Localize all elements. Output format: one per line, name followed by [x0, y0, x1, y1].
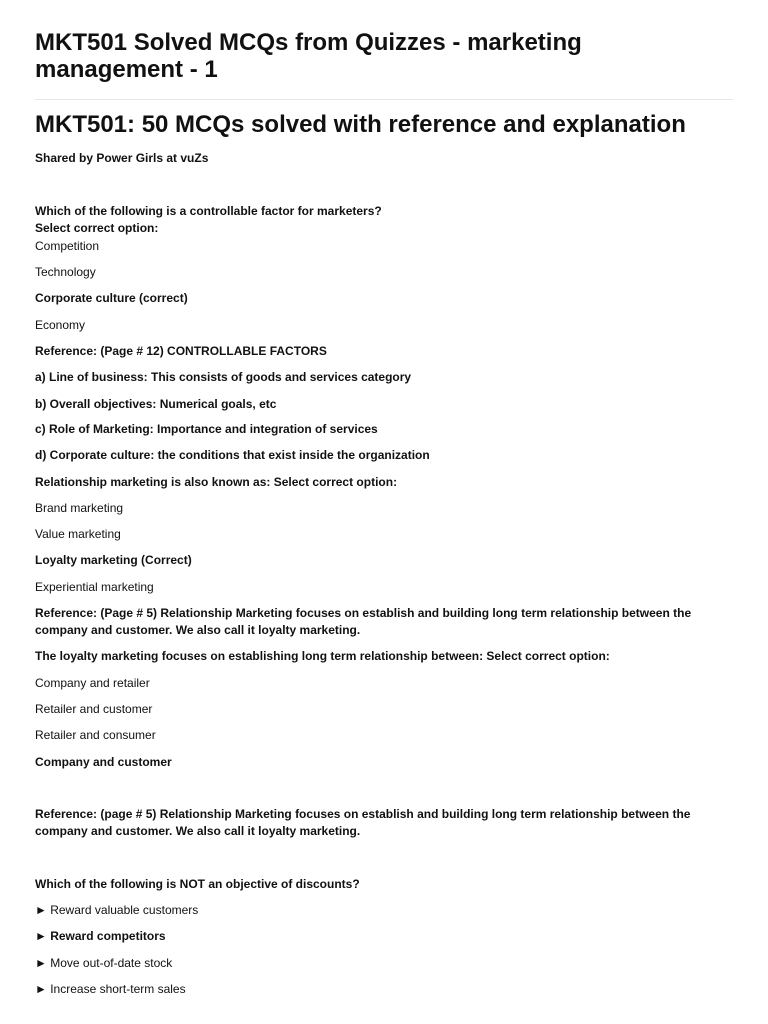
- question-1-option: Technology: [35, 265, 96, 279]
- reference-point: b) Overall objectives: Numerical goals, etc: [35, 397, 277, 411]
- question-2-option: Value marketing: [35, 527, 121, 541]
- question-4-text: Which of the following is NOT an objective of discounts?: [35, 877, 360, 891]
- question-4-correct-option: ► Reward competitors: [35, 929, 166, 943]
- question-4-option: ► Move out-of-date stock: [35, 956, 173, 970]
- title-divider: [35, 99, 733, 100]
- question-4-option: ► Reward valuable customers: [35, 903, 199, 917]
- question-2-correct-option: Loyalty marketing (Correct): [35, 553, 192, 567]
- question-1-correct-option: Corporate culture (correct): [35, 291, 188, 305]
- question-3-option: Retailer and consumer: [35, 728, 156, 742]
- reference-point: c) Role of Marketing: Importance and integration of services: [35, 422, 378, 436]
- reference-point: a) Line of business: This consists of goods and services category: [35, 370, 412, 384]
- question-1-prompt: Select correct option:: [35, 221, 159, 235]
- document-subtitle: MKT501: 50 MCQs solved with reference and explanation: [35, 111, 686, 138]
- question-4-option: ► Increase short-term sales: [35, 982, 186, 996]
- question-1-option: Competition: [35, 239, 100, 253]
- document-title: MKT501 Solved MCQs from Quizzes - marketing management - 1: [35, 29, 582, 83]
- question-3-option: Retailer and customer: [35, 702, 153, 716]
- question-3-correct-option: Company and customer: [35, 755, 172, 769]
- question-1-reference: Reference: (Page # 12) CONTROLLABLE FACTORS: [35, 344, 327, 358]
- shared-by-line: Shared by Power Girls at vuZs: [35, 151, 209, 165]
- question-2-reference: Reference: (Page # 5) Relationship Marketing focuses on establish and building long term relationship between the company and customer. We also call it loyalty marketing.: [35, 606, 692, 637]
- question-3-option: Company and retailer: [35, 676, 150, 690]
- question-3-reference: Reference: (page # 5) Relationship Marketing focuses on establish and building long term relationship between the company and customer. We also call it loyalty marketing.: [35, 807, 691, 838]
- question-3-text: The loyalty marketing focuses on establishing long term relationship between: Select correct option:: [35, 649, 610, 663]
- reference-point: d) Corporate culture: the conditions that exist inside the organization: [35, 448, 430, 462]
- question-2-option: Experiential marketing: [35, 580, 154, 594]
- question-2-option: Brand marketing: [35, 501, 124, 515]
- question-1-text: Which of the following is a controllable factor for marketers?: [35, 204, 382, 218]
- question-1-option: Economy: [35, 318, 86, 332]
- question-2-text: Relationship marketing is also known as: Select correct option:: [35, 475, 398, 489]
